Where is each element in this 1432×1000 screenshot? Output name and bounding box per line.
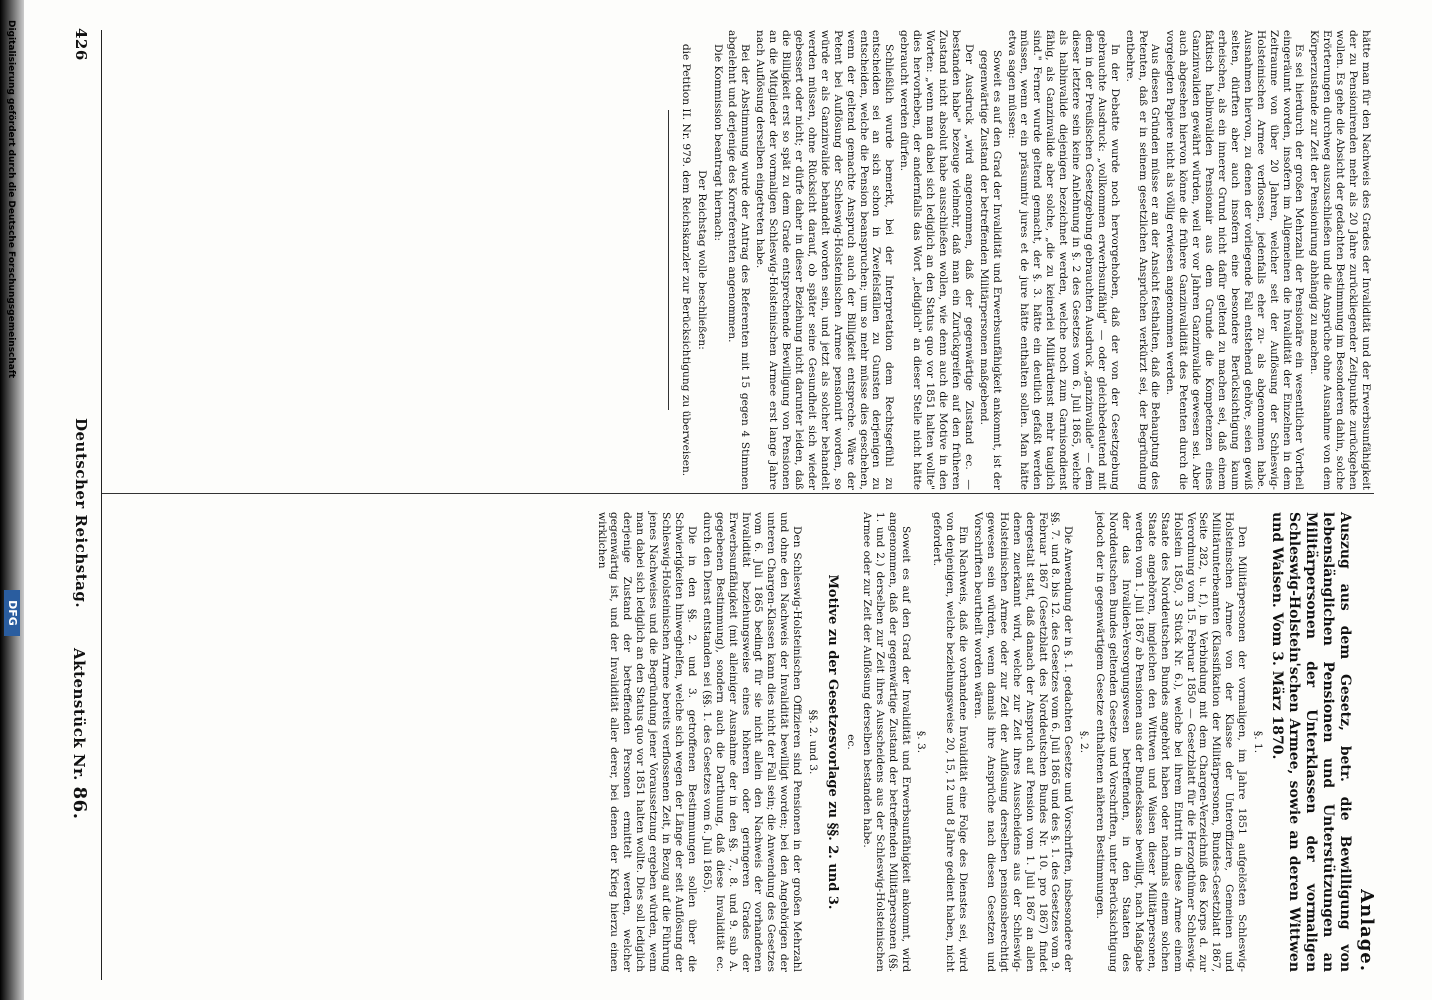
paragraph: Soweit es auf den Grad der Invalidität und Erwerbsunfähigkeit ankommt, wird angenommen, daß der gegenwärtige Zustand der betreffenden Militärpersonen (§§. 1. und 2.) derselben zur Zeit ihres Ausscheidens aus der Schleswig-Holsteinischen Armee oder zur Zeit der Auflösung derselben bestanden habe.: [860, 512, 912, 972]
paragraph: Die Kommission beantragt hiernach:: [711, 44, 724, 242]
right-column: [593, 512, 1377, 972]
paragraph: Ein Nachweis, daß die vorhandene Invalidität eine Folge des Dienstes sei, wird von denjenigen, welche beziehungsweise 20, 15, 12 und 8 Jahre gedient haben, nicht gefordert.: [931, 512, 970, 972]
paragraph: hätte man für den Nachweis des Grades der Invalidität und der Erwerbsunfähigkeit der zu Pensionirenden mehr als 20 Jahre zurückliegender Zeitpunkte zurückgehen wollen. Es gehe die Absicht der gedachten Bestimmung im Besonderen dahin, solche Erörterungen durchweg auszuschließen und die Ansprüche ohne Ausnahme von dem Körperzustande zur Zeit der Pensionirung abhängig zu machen.: [1308, 30, 1372, 490]
paragraph: Die Anwendung der in §. 1. gedachten Gesetze und Vorschriften, insbesondere der §§. 7. und 8. bis 12. des Gesetzes vom 6. Juli 1865 und des §. 1. des Gesetzes vom 9. Februar 1867 (Gesetzblatt des Norddeutschen Bundes Nr. 10. pro 1867) findet dergestalt statt, daß danach der Anspruch auf Pension vom 1. Juli 1867 an allen denen zuerkannt wird, welche zur Zeit ihres Ausscheidens aus der Schleswig-Holsteinischen Armee oder zur Zeit der Auflösung derselben pensionsberechtigt gewesen sein würden, wenn damals ihre Ansprüche nach diesen Gesetzen und Vorschriften beurtheilt worden wären.: [972, 512, 1075, 972]
left-column: [658, 30, 1372, 490]
paragraph: Den Schleswig-Holsteinischen Offizieren sind Pensionen in der großen Mehrzahl und ohne den Nachweis der Invalidität bewilligt worden; bei den Angehörigen der unteren Chargen-Klassen kann dies nicht der Fall sein; die Anwendung des Gesetzes vom 6. Juli 1865 bedingt für sie nicht allein den Nachweis der vorhandenen Invalidität beziehungsweise eines höheren oder geringeren Grades der Erwerbsunfähigkeit (mit alleiniger Ausnahme der in den §§. 7., 8. und 9. sub A. gegebenen Bestimmung), sondern auch die Darthuung, daß diese Invalidität ec. durch den Dienst entstanden sei (§§. 1. des Gesetzes vom 6. Juli 1865).: [700, 512, 804, 972]
paragraph: Die in den §§. 2. und 3. getroffenen Bestimmungen sollen über die Schwierigkeiten hinweghelfen, welche sich wegen der Länge der seit Auflösung der Schleswig-Holsteinischen Armee bereits verflossenen Zeit, in Bezug auf die Führung jenes Nachweises und die Begründung jener Voraussetzung ergeben würden, wenn man dabei sich lediglich an den Status quo vor 1851 halten wollte. Dies soll lediglich derjenige Zustand der betreffenden Personen ermittelt werden, welcher gegenwärtig ist, und der Invalidität aller derer, bei denen der Krieg hierzu einen wirklichen: [595, 512, 698, 972]
section-mark: §. 3.: [915, 730, 928, 754]
paragraph: Der Reichstag wolle beschließen:: [695, 170, 708, 350]
column-divider: [102, 493, 1374, 494]
dfg-logo: DFG: [4, 590, 20, 636]
motive-heading: Motive zu der Gesetzesvorlage zu §§. 2. und 3.: [825, 574, 840, 910]
paragraph: In der Debatte wurde noch hervorgehoben, daß der von der Gesetzgebung gebrauchte Ausdruck: „vollkommen erwerbsunfähig" — oder gleichbedeutend mit dem in der Preußischen Gesetzgebung gebrauchten Ausdruck „ganzinvalide" — dem dieser letztere sein keine Anlehnung in §. 2 des Gesetzes vom 6. Juli 1865, welche als halbinvalide diejenigen bezeichnet werden, welche noch zum Garnisondienst fähig, als Ganzinvalide aber solche, „die zu keinerlei Militärdienst mehr tauglich sind." Ferner wurde geltend gemacht, der §. 3. hätte ein deutlich gefaßt werden müssen, wenn er ein präsumtiv jures et de jure hätte enthalten sollen. Man hätte etwa sagen müssen:: [1005, 30, 1121, 490]
paragraph: Soweit es auf den Grad der Invalidität und Erwerbsunfähigkeit ankommt, ist der gegenwärtige Zustand der betreffenden Militärpersonen maßgebend.: [977, 50, 1003, 490]
paragraph: Schließlich wurde bemerkt, bei der Interpretation dem Rechtsgefühl zu entscheiden sei an sich schon in Zweifelsfällen zu Gunsten derjenigen zu entscheiden, welche die Pension beanspruchen; um so mehr müsse dies geschehen, wenn der geltend gemachte Anspruch auch der Billigkeit entspreche. Wäre der Petent bei Auflösung der Schleswig-Holsteinischen Armee pensionirt worden, so würde er als Ganzinvalide behandelt worden sein, und jetzt als solcher behandelt werden müssen, ohne Rücksicht darauf, ob später seine Gesundheit sich wieder gebessert oder nicht; er dürfe daher in dieser Beziehung nicht darunter leiden, daß die Billigkeit erst so spät zu dem Grade entsprechende Bewilligung von Pensionen an die Mitglieder der vormaligen Schleswig-Holsteinischen Armee erst lange Jahre nach Auflösung derselben eingetreten habe.: [754, 30, 896, 490]
section-mark: §. 2.: [1078, 730, 1091, 754]
paragraph: Bei der Abstimmung wurde der Antrag des Referenten mit 15 gegen 4 Stimmen abgelehnt und derjenige des Korreferenten angenommen.: [726, 30, 752, 490]
anlage-heading: Anlage.: [1356, 889, 1377, 972]
law-title: Auszug aus dem Gesetz, betr. die Bewilligung von lebenslänglichen Pensionen und Unterstützungen an Militärpersonen der Unterklassen der vormaligen Schleswig-Holstein'schen Armee, sowie an deren Wittwen und Waisen. Vom 3. März 1870.: [1269, 512, 1354, 972]
paragraph: Es sei hierdurch der großen Mehrzahl der Pensionäre ein wesentlicher Vortheil eingeräumt worden, insofern im Allgemeinen die Invalidität der Einzelnen in dem Zeitraume von über 20 Jahren, welcher seit der Auflösung der Schleswig-Holsteinischen Armee verflossen, jedenfalls eher zu- als abgenommen habe. Ausnahmen hiervon, zu denen der vorliegende Fall entstehend gehöre, seien gewiß selten, dürften aber auch insofern eine besondere Berücksichtigung kaum erheischen, als ein innerer Grund nicht dafür geltend zu machen sei, daß einem faktisch halbinvaliden Pensionair aus dem Grunde die Kompetenzen eines Ganzinvaliden gewährt würden, weil er vor Jahren Ganzinvalide gewesen sei. Aber auch abgesehen hiervon könne die frühere Ganzinvalidität des Petenten durch die vorgelegten Papiere nicht als völlig erwiesen angenommen werden.: [1164, 30, 1306, 490]
aktenstueck-number: 86.: [69, 786, 90, 820]
end-rule: [668, 110, 669, 410]
aktenstueck-label: [69, 648, 90, 819]
section-mark: §§. 2. und 3.: [807, 709, 820, 775]
paragraph: Aus diesen Gründen müsse er an der Ansicht festhalten, daß die Behauptung des Petenten, daß er in seinem gesetzlichen Ansprüchen verkürzt sei, der Begründung entbehre.: [1123, 30, 1162, 490]
header-rule: [101, 30, 102, 980]
digitization-note: Digitalisierung gefördert durch die Deutsche Forschungsgemeinschaft: [6, 20, 16, 379]
section-mark: §. 1.: [1252, 730, 1265, 754]
page-number: 426: [72, 28, 90, 61]
paragraph: Der Ausdruck „wird angenommen, daß der gegenwärtige Zustand ec. — bestanden habe" bezeuge vielmehr, daß man ein Zurückgreifen auf den früheren Zustand nicht absolut habe ausschließen wollen, wie denn auch die Motive in den Worten: „wenn man dabei sich lediglich an den Status quo vor 1851 halten wollte" dies hervorheben, der andernfalls das Wort „lediglich" an dieser Stelle nicht hätte gebraucht werden dürfen.: [898, 30, 975, 490]
etc-mark: ec.: [844, 734, 857, 750]
paragraph: die Petition II. Nr. 979. dem Reichskanzler zur Berücksichtigung zu überweisen.: [679, 43, 692, 477]
running-title: Deutscher Reichstag.: [72, 418, 90, 609]
paragraph: Den Militärpersonen der vormaligen, im Jahre 1851 aufgelösten Schleswig-Holsteinschen Armee von der Klasse der Unteroffiziere, Gemeinen und Militärunterbeamten (Klassifikation der Militärpersonen, Bundes-Gesetzblatt 1867, Seite 282, u. f.), in Verbindung mit dem Chargen-Verzeichniß des Korps d. zur Verordnung vom 15. Februar 1850 — Gesetzblatt für die Herzogthümer Schleswig-Holstein 1850, 3 Stück Nr. 6.), welche bei ihrem Eintritt in diese Armee einem Staate des Norddeutschen Bundes angehört haben oder nachmals einem solchen Staate angehören, imgleichen den Wittwen und Waisen dieser Militärpersonen, werden vom 1. Juli 1867 ab Pensionen aus der Bundeskasse bewilligt, nach Maßgabe der das Invaliden-Versorgungswesen betreffenden, in den Staaten des Norddeutschen Bundes geltenden Gesetze und Vorschriften, unter Berücksichtigung jedoch der in gegenwärtigem Gesetze enthaltenen näheren Bestimmungen.: [1094, 512, 1249, 972]
page-header: [58, 28, 98, 986]
aktenstueck-text: Aktenstück Nr.: [70, 648, 88, 781]
